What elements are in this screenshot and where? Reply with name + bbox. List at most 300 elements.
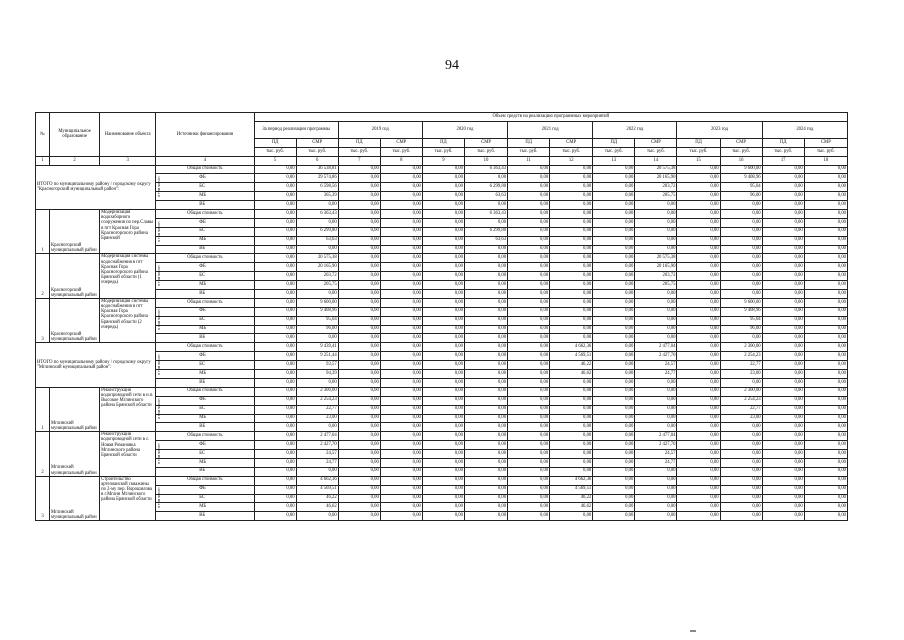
table-row: [36, 174, 848, 183]
column-number: 15: [677, 156, 720, 165]
value-cell: 0,00: [762, 227, 804, 236]
item-number: 1: [36, 387, 50, 431]
header-year: 2020 год: [422, 121, 507, 138]
value-cell: 0,00: [677, 467, 720, 476]
value-cell: 0,00: [677, 201, 720, 210]
value-cell: 0,00: [804, 396, 847, 405]
value-cell: 0,00: [720, 334, 762, 343]
value-cell: 0,00: [720, 201, 762, 210]
value-cell: 0,00: [508, 387, 550, 396]
value-cell: 0,00: [762, 263, 804, 272]
value-cell: 0,00: [593, 352, 635, 361]
value-cell: 0,00: [422, 396, 464, 405]
value-cell: 0,00: [254, 334, 296, 343]
value-cell: 0,00: [804, 245, 847, 254]
value-cell: 0,00: [338, 476, 380, 485]
including-label: в том числе:: [156, 220, 162, 242]
value-cell: 0,00: [338, 361, 380, 370]
value-cell: 0,00: [422, 201, 464, 210]
value-cell: 0,00: [338, 201, 380, 210]
value-cell: 9 600,00: [296, 298, 338, 307]
header-unit: тыс. руб.: [380, 147, 422, 156]
table-row: [36, 378, 848, 387]
value-cell: 0,00: [254, 476, 296, 485]
source-code: ВБ: [199, 290, 206, 296]
source-code: ВБ: [199, 512, 206, 518]
value-cell: 0,00: [804, 450, 847, 459]
value-cell: 0,00: [762, 236, 804, 245]
value-cell: 9 439,41: [296, 343, 338, 352]
value-cell: 0,00: [508, 503, 550, 512]
value-cell: 2 300,00: [720, 343, 762, 352]
value-cell: 0,00: [720, 290, 762, 299]
value-cell: 0,00: [508, 325, 550, 334]
value-cell: 0,00: [422, 441, 464, 450]
value-cell: 96,00: [296, 325, 338, 334]
value-cell: 0,00: [635, 414, 677, 423]
value-cell: 0,00: [593, 387, 635, 396]
value-cell: 0,00: [422, 405, 464, 414]
source-code: БС: [199, 450, 206, 456]
value-cell: 0,00: [804, 210, 847, 219]
header-year: 2021 год: [508, 121, 593, 138]
value-cell: 0,00: [762, 307, 804, 316]
value-cell: 0,00: [720, 263, 762, 272]
value-cell: 0,00: [762, 210, 804, 219]
value-cell: 0,00: [380, 414, 422, 423]
value-cell: 203,72: [296, 272, 338, 281]
value-cell: 0,00: [593, 441, 635, 450]
value-cell: 0,00: [380, 503, 422, 512]
value-cell: 0,00: [422, 387, 464, 396]
value-cell: 0,00: [464, 405, 507, 414]
value-cell: 0,00: [762, 281, 804, 290]
value-cell: 0,00: [464, 245, 507, 254]
value-cell: 0,00: [677, 370, 720, 379]
item-municipality: Красногорский муниципальный район: [50, 210, 100, 254]
value-cell: 0,00: [422, 352, 464, 361]
value-cell: 0,00: [338, 316, 380, 325]
value-cell: 0,00: [804, 325, 847, 334]
header-year: 2024 год: [762, 121, 847, 138]
value-cell: 0,00: [296, 378, 338, 387]
value-cell: 0,00: [422, 432, 464, 441]
value-cell: 0,00: [422, 307, 464, 316]
item-number: 3: [36, 298, 50, 342]
value-cell: 0,00: [762, 245, 804, 254]
value-cell: 6 363,43: [464, 210, 507, 219]
header-unit: тыс. руб.: [677, 147, 720, 156]
value-cell: 9 408,96: [720, 174, 762, 183]
value-cell: 0,00: [593, 236, 635, 245]
value-cell: 20 165,90: [635, 174, 677, 183]
value-cell: 0,00: [762, 378, 804, 387]
value-cell: 0,00: [720, 218, 762, 227]
value-cell: 0,00: [550, 218, 593, 227]
value-cell: 95,04: [720, 316, 762, 325]
value-cell: 0,00: [720, 432, 762, 441]
source-cell: [156, 272, 254, 281]
value-cell: 0,00: [635, 236, 677, 245]
value-cell: 6 299,80: [464, 227, 507, 236]
item-object: Строительство артезианской скважины по 2-му пер. Ворошилова в г.Мглин Мглинского района Брянской области: [100, 476, 156, 520]
value-cell: 0,00: [296, 334, 338, 343]
value-cell: 0,00: [677, 316, 720, 325]
value-cell: 0,00: [422, 485, 464, 494]
value-cell: 29 574,86: [296, 174, 338, 183]
value-cell: 0,00: [508, 210, 550, 219]
header-pd: ПД: [677, 138, 720, 147]
value-cell: 0,00: [720, 450, 762, 459]
value-cell: 0,00: [422, 334, 464, 343]
value-cell: 0,00: [296, 467, 338, 476]
item-municipality: Красногорский муниципальный район: [50, 254, 100, 298]
value-cell: 2 427,70: [635, 352, 677, 361]
value-cell: 0,00: [677, 441, 720, 450]
value-cell: 0,00: [550, 183, 593, 192]
value-cell: 0,00: [762, 423, 804, 432]
header-unit: тыс. руб.: [508, 147, 550, 156]
value-cell: 0,00: [508, 263, 550, 272]
source-cell: [156, 494, 254, 503]
header-municipality: Муниципальное образование: [50, 113, 100, 157]
value-cell: 0,00: [635, 405, 677, 414]
value-cell: 0,00: [720, 467, 762, 476]
value-cell: 0,00: [677, 414, 720, 423]
value-cell: 0,00: [508, 361, 550, 370]
value-cell: 0,00: [593, 485, 635, 494]
value-cell: 46,22: [296, 494, 338, 503]
value-cell: 0,00: [550, 414, 593, 423]
value-cell: 0,00: [380, 174, 422, 183]
value-cell: 0,00: [254, 272, 296, 281]
value-cell: 0,00: [508, 512, 550, 521]
header-unit: тыс. руб.: [550, 147, 593, 156]
value-cell: 0,00: [338, 512, 380, 521]
value-cell: 0,00: [464, 263, 507, 272]
total-cost-label: Общая стоимость: [156, 298, 254, 307]
value-cell: 0,00: [464, 414, 507, 423]
source-cell: [156, 325, 254, 334]
value-cell: 0,00: [380, 441, 422, 450]
value-cell: 0,00: [635, 298, 677, 307]
header-smr: СМР: [380, 138, 422, 147]
source-cell: [156, 201, 254, 210]
value-cell: 0,00: [804, 361, 847, 370]
value-cell: 0,00: [804, 458, 847, 467]
value-cell: 0,00: [677, 290, 720, 299]
value-cell: 0,00: [508, 441, 550, 450]
value-cell: 0,00: [338, 458, 380, 467]
value-cell: 0,00: [762, 254, 804, 263]
including-label: в том числе:: [156, 442, 162, 464]
value-cell: 0,00: [254, 236, 296, 245]
value-cell: 0,00: [338, 378, 380, 387]
value-cell: 0,00: [338, 352, 380, 361]
value-cell: 0,00: [720, 227, 762, 236]
value-cell: 0,00: [550, 307, 593, 316]
value-cell: 0,00: [464, 450, 507, 459]
value-cell: 0,00: [762, 218, 804, 227]
value-cell: 2 300,00: [720, 387, 762, 396]
source-code: БС: [199, 317, 206, 323]
value-cell: 0,00: [508, 165, 550, 174]
value-cell: 0,00: [338, 423, 380, 432]
value-cell: 0,00: [296, 423, 338, 432]
value-cell: 0,00: [762, 476, 804, 485]
value-cell: 0,00: [762, 343, 804, 352]
value-cell: 0,00: [422, 361, 464, 370]
value-cell: 0,00: [720, 378, 762, 387]
value-cell: 0,00: [422, 378, 464, 387]
value-cell: 0,00: [550, 227, 593, 236]
source-cell: [156, 458, 254, 467]
value-cell: 0,00: [762, 467, 804, 476]
header-pd: ПД: [338, 138, 380, 147]
value-cell: 0,00: [804, 334, 847, 343]
value-cell: 0,00: [677, 503, 720, 512]
value-cell: 0,00: [464, 494, 507, 503]
source-cell: [156, 290, 254, 299]
value-cell: 0,00: [254, 441, 296, 450]
value-cell: 0,00: [380, 485, 422, 494]
value-cell: 2 477,04: [635, 343, 677, 352]
value-cell: 0,00: [422, 236, 464, 245]
value-cell: 24,77: [635, 458, 677, 467]
value-cell: 0,00: [550, 325, 593, 334]
value-cell: 0,00: [296, 201, 338, 210]
value-cell: 0,00: [593, 476, 635, 485]
table-body: [36, 165, 848, 521]
value-cell: 0,00: [422, 263, 464, 272]
value-cell: 24,57: [296, 450, 338, 459]
value-cell: 0,00: [804, 263, 847, 272]
source-code: ВБ: [199, 468, 206, 474]
source-cell: [156, 183, 254, 192]
source-code: БС: [199, 183, 206, 189]
table-row: [36, 307, 848, 316]
value-cell: 0,00: [254, 512, 296, 521]
value-cell: 4 569,51: [550, 485, 593, 494]
value-cell: 0,00: [804, 174, 847, 183]
value-cell: 0,00: [338, 254, 380, 263]
value-cell: 0,00: [422, 343, 464, 352]
header-smr: СМР: [720, 138, 762, 147]
value-cell: 23,00: [720, 414, 762, 423]
value-cell: 2 300,00: [296, 387, 338, 396]
value-cell: 0,00: [508, 290, 550, 299]
value-cell: 0,00: [762, 414, 804, 423]
value-cell: 0,00: [296, 245, 338, 254]
header-pd: ПД: [593, 138, 635, 147]
value-cell: 0,00: [593, 254, 635, 263]
source-code: ФБ: [199, 441, 206, 447]
value-cell: 24,57: [635, 450, 677, 459]
value-cell: 0,00: [254, 201, 296, 210]
value-cell: 0,00: [464, 458, 507, 467]
value-cell: 0,00: [762, 183, 804, 192]
table-row: [36, 467, 848, 476]
value-cell: 0,00: [677, 512, 720, 521]
value-cell: 0,00: [254, 298, 296, 307]
value-cell: 0,00: [380, 378, 422, 387]
itogo-title: ИТОГО по муниципальному району / городскому округу "Красногорский муниципальный район":: [36, 165, 156, 209]
value-cell: 0,00: [635, 476, 677, 485]
value-cell: 0,00: [464, 343, 507, 352]
value-cell: 0,00: [677, 450, 720, 459]
value-cell: 0,00: [464, 432, 507, 441]
value-cell: 0,00: [804, 343, 847, 352]
value-cell: 0,00: [380, 281, 422, 290]
value-cell: 0,00: [677, 325, 720, 334]
value-cell: 0,00: [677, 334, 720, 343]
value-cell: 0,00: [338, 325, 380, 334]
value-cell: 0,00: [380, 396, 422, 405]
value-cell: 0,00: [338, 192, 380, 201]
value-cell: 0,00: [762, 165, 804, 174]
total-cost-label: Общая стоимость: [156, 254, 254, 263]
value-cell: 0,00: [550, 298, 593, 307]
value-cell: 0,00: [550, 245, 593, 254]
value-cell: 23,00: [720, 370, 762, 379]
value-cell: 0,00: [464, 485, 507, 494]
header-smr: СМР: [296, 138, 338, 147]
value-cell: 205,75: [635, 281, 677, 290]
value-cell: 0,00: [254, 467, 296, 476]
value-cell: 0,00: [422, 218, 464, 227]
source-code: БС: [199, 228, 206, 234]
value-cell: 0,00: [635, 201, 677, 210]
value-cell: 205,75: [296, 281, 338, 290]
source-code: МБ: [199, 459, 207, 465]
value-cell: 0,00: [804, 227, 847, 236]
item-municipality: Мглинский муниципальный район: [50, 387, 100, 431]
table-row: [36, 343, 848, 352]
table-row: [36, 352, 848, 361]
header-no: №: [36, 113, 50, 157]
source-cell: [156, 370, 254, 379]
value-cell: 0,00: [338, 165, 380, 174]
value-cell: 0,00: [254, 450, 296, 459]
source-cell: [156, 245, 254, 254]
value-cell: 0,00: [804, 192, 847, 201]
value-cell: 0,00: [635, 396, 677, 405]
item-number: 2: [36, 254, 50, 298]
value-cell: 0,00: [254, 307, 296, 316]
value-cell: 0,00: [338, 405, 380, 414]
value-cell: 0,00: [464, 307, 507, 316]
value-cell: 0,00: [254, 263, 296, 272]
total-cost-label: Общая стоимость: [156, 210, 254, 219]
value-cell: 0,00: [380, 450, 422, 459]
header-year: 2023 год: [677, 121, 762, 138]
header-pd: ПД: [762, 138, 804, 147]
value-cell: 0,00: [380, 432, 422, 441]
value-cell: 0,00: [677, 307, 720, 316]
column-number: 1: [36, 156, 50, 165]
column-number: 11: [508, 156, 550, 165]
source-code: БС: [199, 272, 206, 278]
including-label: в том числе:: [156, 487, 162, 509]
value-cell: 0,00: [380, 405, 422, 414]
column-number: 18: [804, 156, 847, 165]
source-cell: [156, 450, 254, 459]
value-cell: 0,00: [550, 174, 593, 183]
value-cell: 0,00: [464, 503, 507, 512]
value-cell: 0,00: [550, 165, 593, 174]
value-cell: 0,00: [635, 325, 677, 334]
value-cell: 0,00: [422, 165, 464, 174]
value-cell: 0,00: [804, 201, 847, 210]
value-cell: 0,00: [804, 281, 847, 290]
value-cell: 0,00: [762, 450, 804, 459]
value-cell: 0,00: [550, 396, 593, 405]
table-row: [36, 210, 848, 219]
value-cell: 0,00: [677, 476, 720, 485]
value-cell: 0,00: [380, 387, 422, 396]
value-cell: 0,00: [550, 316, 593, 325]
value-cell: 0,00: [635, 218, 677, 227]
value-cell: 6 299,80: [296, 227, 338, 236]
value-cell: 0,00: [720, 458, 762, 467]
value-cell: 0,00: [422, 245, 464, 254]
value-cell: 0,00: [593, 414, 635, 423]
source-code: МБ: [199, 504, 207, 509]
value-cell: 22,77: [720, 361, 762, 370]
value-cell: 0,00: [804, 236, 847, 245]
including-label: в том числе:: [156, 398, 162, 420]
value-cell: 0,00: [804, 378, 847, 387]
value-cell: 0,00: [635, 512, 677, 521]
header-smr: СМР: [804, 138, 847, 147]
value-cell: 0,00: [762, 174, 804, 183]
header-source: Источники финансирования: [156, 113, 254, 157]
value-cell: 0,00: [422, 512, 464, 521]
table-row: [36, 218, 848, 227]
value-cell: 0,00: [380, 165, 422, 174]
value-cell: 0,00: [762, 316, 804, 325]
value-cell: 96,00: [720, 325, 762, 334]
value-cell: 0,00: [720, 210, 762, 219]
value-cell: 0,00: [338, 494, 380, 503]
column-number: 4: [156, 156, 254, 165]
value-cell: 0,00: [550, 281, 593, 290]
value-cell: 0,00: [720, 503, 762, 512]
value-cell: 0,00: [762, 290, 804, 299]
value-cell: 0,00: [254, 254, 296, 263]
value-cell: 0,00: [338, 298, 380, 307]
source-code: БС: [199, 406, 206, 412]
value-cell: 0,00: [804, 414, 847, 423]
value-cell: 0,00: [804, 298, 847, 307]
source-cell: [156, 423, 254, 432]
value-cell: 0,00: [593, 183, 635, 192]
item-municipality: Красногорский муниципальный район: [50, 298, 100, 342]
value-cell: 0,00: [338, 245, 380, 254]
value-cell: 0,00: [254, 245, 296, 254]
value-cell: 0,00: [464, 290, 507, 299]
value-cell: 0,00: [804, 165, 847, 174]
value-cell: 0,00: [804, 405, 847, 414]
value-cell: 0,00: [593, 165, 635, 174]
value-cell: 0,00: [380, 334, 422, 343]
including-label: в том числе:: [156, 264, 162, 286]
item-municipality: Мглинский муниципальный район: [50, 476, 100, 520]
value-cell: 0,00: [254, 183, 296, 192]
value-cell: 0,00: [550, 334, 593, 343]
value-cell: 0,00: [635, 387, 677, 396]
value-cell: 0,00: [635, 423, 677, 432]
